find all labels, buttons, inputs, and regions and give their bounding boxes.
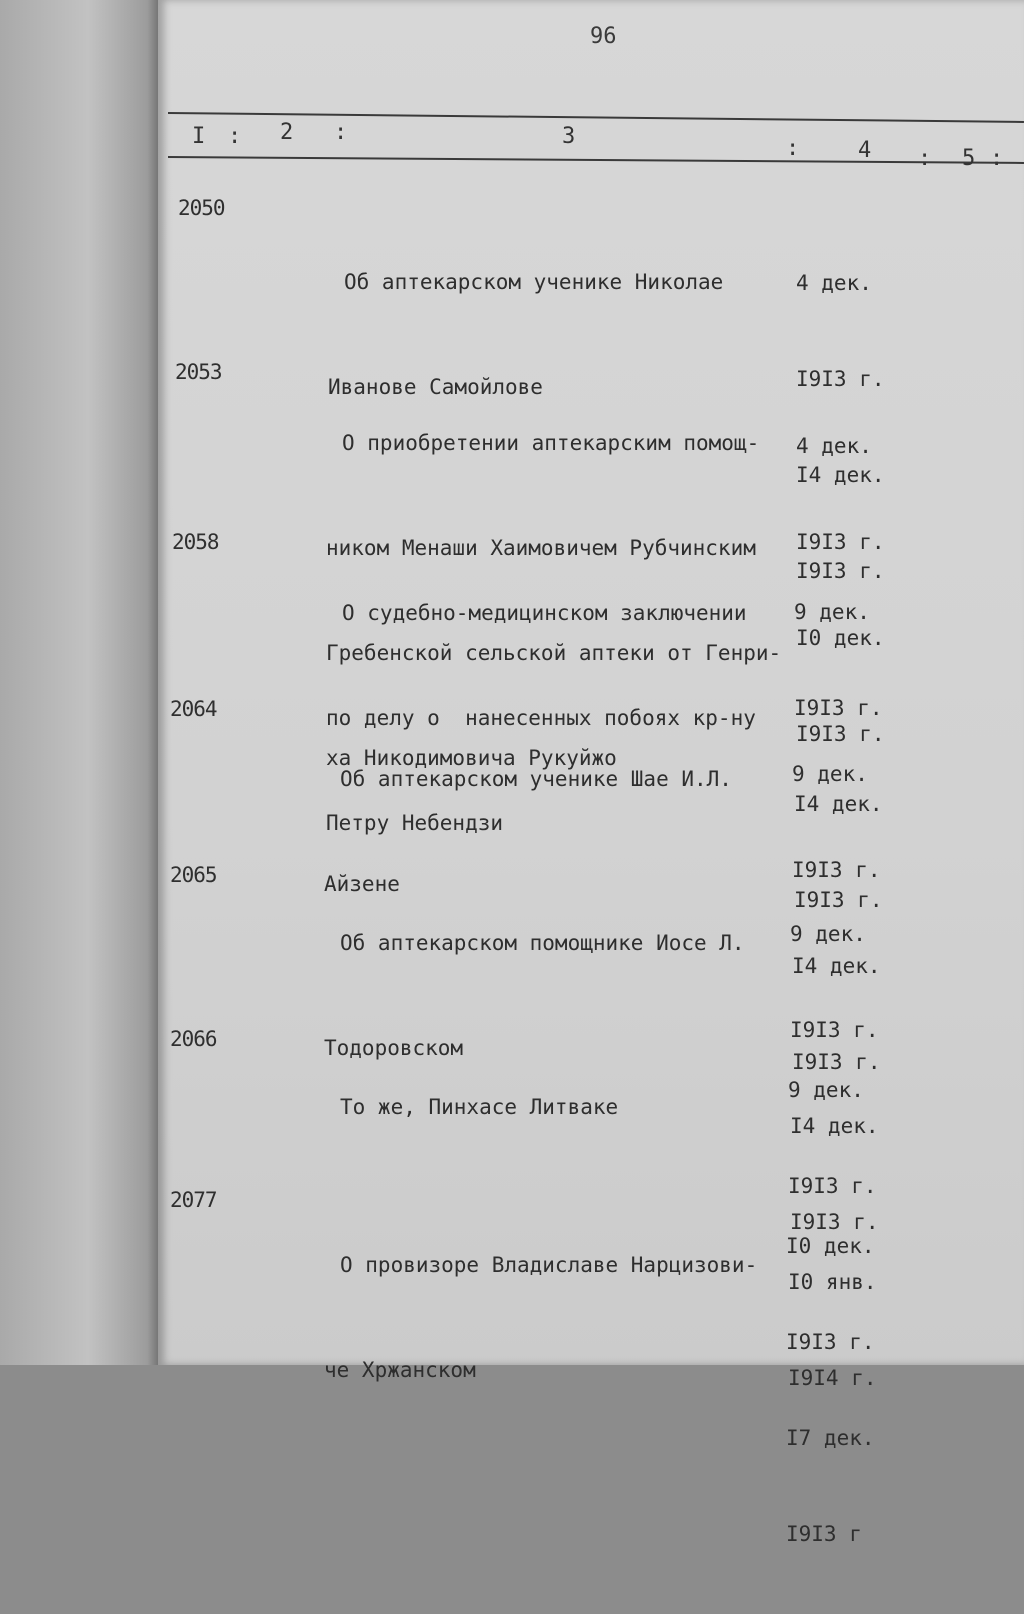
date-line: I0 янв. [788,1270,877,1294]
description-line: Об аптекарском ученике Шае И.Л. [340,767,732,791]
date-line: 9 дек. [792,762,868,786]
column-separator: : [786,136,800,161]
date-line: I4 дек. [790,1114,879,1138]
date-line: I9I3 г [786,1522,862,1546]
date-line: I4 дек. [796,463,885,487]
date-line: I4 дек. [794,792,883,816]
description-line: О провизоре Владиславе Нарцизови- [340,1253,758,1277]
description-line: Тодоровском [324,1036,464,1060]
column-separator: : [228,124,242,149]
date-line: I7 дек. [786,1426,875,1450]
column-header-2: 2 [280,120,294,145]
column-header-4: 4 [858,138,872,163]
entry-number: 2064 [170,697,217,721]
date-line: I9I3 г. [792,858,881,882]
date-line: I9I3 г. [794,696,883,720]
date-line: I9I3 г. [786,1330,875,1354]
date-line: I9I4 г. [788,1366,877,1390]
description-line: Об аптекарском помощнике Иосе Л. [340,931,745,955]
description-line: О судебно-медицинском заключении [342,601,747,625]
date-line: I9I3 г. [792,1050,881,1074]
entry-number: 2066 [170,1027,217,1051]
column-separator: : [918,146,932,171]
description-line: Иванове Самойлове [328,375,543,399]
entry-number: 2053 [175,360,222,384]
column-separator: : [990,146,1004,171]
entry-number: 2077 [170,1188,217,1212]
entry-description [324,1020,618,1195]
page-number: 96 [590,24,617,49]
description-line: О приобретении аптекарским помощ- [342,431,760,455]
entry-number: 2065 [170,863,217,887]
date-line: 4 дек. [796,271,872,295]
date-line: I9I3 г. [796,530,885,554]
date-line: I9I3 г. [796,722,885,746]
date-line: I0 дек. [796,626,885,650]
date-line: I9I3 г. [788,1174,877,1198]
description-line: по делу о нанесенных побоях кр-ну [326,706,756,730]
column-header-3: 3 [562,124,576,149]
description-line: ником Менаши Хаимовичем Рубчинским [326,536,756,560]
date-line: I9I3 г. [794,888,883,912]
description-line: Айзене [324,872,400,896]
description-line: Об аптекарском ученике Николае [344,270,724,294]
date-line: I4 дек. [792,954,881,978]
entry-description [324,1178,757,1458]
date-line: I9I3 г. [790,1210,879,1234]
entry-number: 2058 [172,530,219,554]
date-line: 4 дек. [796,434,872,458]
description-line: Петру Небендзи [326,811,504,835]
column-header-5: 5 [962,146,976,171]
date-line: I9I3 г. [790,1018,879,1042]
date-line: 9 дек. [788,1078,864,1102]
description-line: че Хржанском [324,1358,476,1382]
book-spine-shadow [0,0,160,1365]
date-line: 9 дек. [790,922,866,946]
date-line: I0 дек. [786,1234,875,1258]
date-line: I9I3 г. [796,367,885,391]
entry-dates [786,1166,875,1614]
entry-number: 2050 [178,196,225,220]
column-separator: : [334,120,348,145]
date-line: 9 дек. [794,600,870,624]
column-header-1: I [192,124,206,149]
description-line: Гребенской сельской аптеки от Генри- [326,641,782,665]
description-line: ха Никодимовича Рукуйжо [326,746,617,770]
date-line: I9I3 г. [796,559,885,583]
description-line: То же, Пинхасе Литваке [340,1095,619,1119]
